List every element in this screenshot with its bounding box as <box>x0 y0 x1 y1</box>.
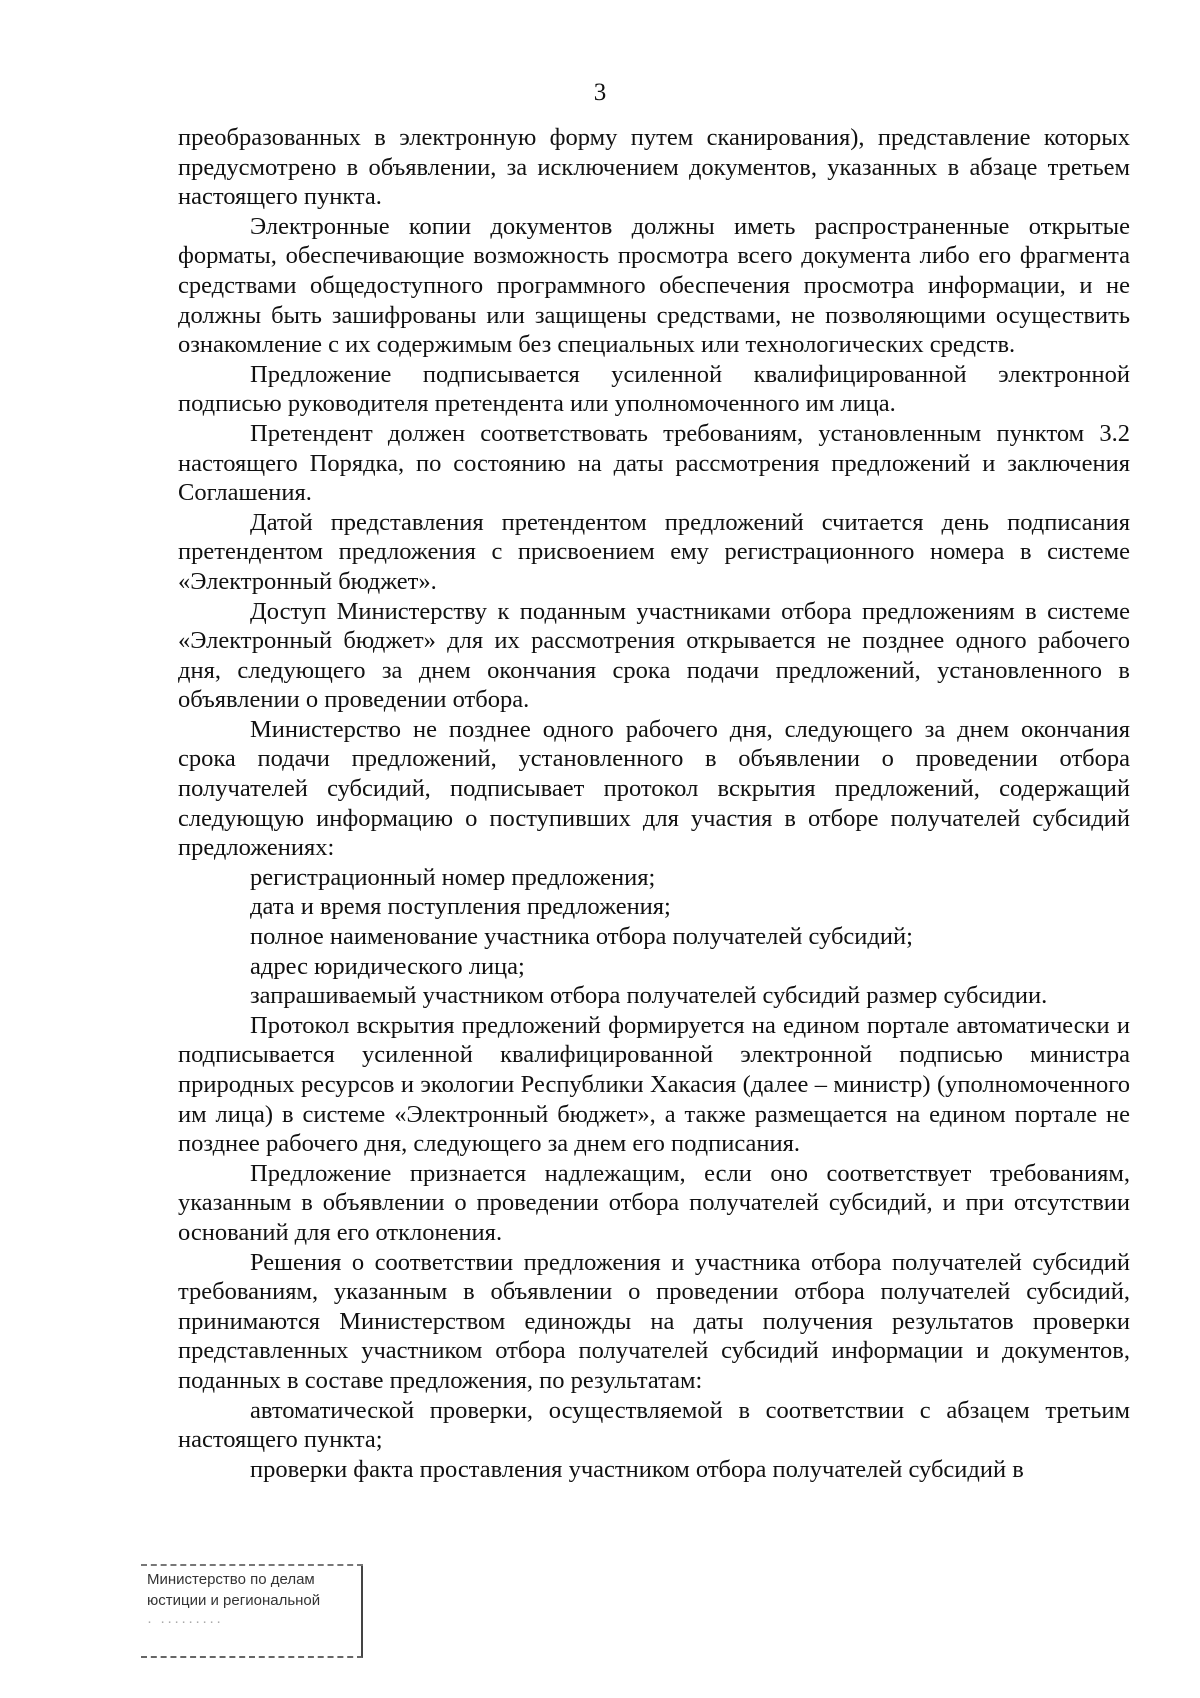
page-number: 3 <box>593 79 607 106</box>
paragraph: Датой представления претендентом предложений считается день подписания претендентом предложения с присвоением ему регистрационного номера в системе «Электронный бюджет». <box>178 508 1130 595</box>
paragraph: Министерство не позднее одного рабочего дня, следующего за днем окончания срока подачи предложений, установленного в объявлении о проведении отбора получателей субсидий, подписывает протокол вскрытия предложений, содержащий следующую информацию о поступивших для участия в отборе получателей субсидий предложениях: <box>178 715 1130 862</box>
stamp-line-3: · ········· <box>147 1613 224 1630</box>
list-item: регистрационный номер предложения; <box>250 863 656 891</box>
list-item: адрес юридического лица; <box>250 952 525 980</box>
paragraph: проверки факта проставления участником отбора получателей субсидий в <box>250 1455 1024 1483</box>
paragraph: Решения о соответствии предложения и участника отбора получателей субсидий требованиям, указанным в объявлении о проведении отбора получателей субсидий, принимаются Министерством единожды на даты получения результатов проверки представленных участником отбора получателей субсидий информации и документов, поданных в составе предложения, по результатам: <box>178 1248 1130 1394</box>
list-item: дата и время поступления предложения; <box>250 893 671 921</box>
paragraph: Доступ Министерству к поданным участниками отбора предложениям в системе «Электронный бюджет» для их рассмотрения открывается не позднее одного рабочего дня, следующего за днем окончания срока подачи предложений, установленного в объявлении о проведении отбора. <box>178 597 1130 714</box>
stamp-border <box>141 1564 363 1566</box>
paragraph: Претендент должен соответствовать требованиям, установленным пунктом 3.2 настоящего Порядка, по состоянию на даты рассмотрения предложений и заключения Соглашения. <box>178 419 1130 507</box>
document-body <box>178 123 1130 1484</box>
stamp-line-1: Министерство по делам <box>147 1571 315 1588</box>
paragraph: автоматической проверки, осуществляемой в соответствии с абзацем третьим настоящего пункта; <box>178 1396 1130 1454</box>
list-item: запрашиваемый участником отбора получателей субсидий размер субсидии. <box>250 982 1048 1010</box>
paragraph: преобразованных в электронную форму путем сканирования), представление которых предусмотрено в объявлении, за исключением документов, указанных в абзаце третьем настоящего пункта. <box>178 124 1130 211</box>
list-item: полное наименование участника отбора получателей субсидий; <box>250 923 913 951</box>
paragraph: Предложение признается надлежащим, если оно соответствует требованиям, указанным в объявлении о проведении отбора получателей субсидий, и при отсутствии оснований для его отклонения. <box>178 1159 1130 1246</box>
stamp-line-2: юстиции и региональной <box>147 1592 321 1609</box>
registration-stamp <box>141 1566 363 1658</box>
paragraph: Предложение подписывается усиленной квалифицированной электронной подписью руководителя претендента или уполномоченного им лица. <box>178 360 1130 418</box>
paragraph: Электронные копии документов должны иметь распространенные открытые форматы, обеспечивающие возможность просмотра всего документа либо его фрагмента средствами общедоступного программного обеспечения просмотра информации, и не должны быть зашифрованы или защищены средствами, не позволяющими осуществить ознакомление с их содержимым без специальных или технологических средств. <box>178 212 1130 359</box>
paragraph: Протокол вскрытия предложений формируется на едином портале автоматически и подписывается усиленной квалифицированной электронной подписью министра природных ресурсов и экологии Республики Хакасия (далее – министр) (уполномоченного им лица) в системе «Электронный бюджет», а также размещается на едином портале не позднее рабочего дня, следующего за днем его подписания. <box>178 1011 1130 1158</box>
